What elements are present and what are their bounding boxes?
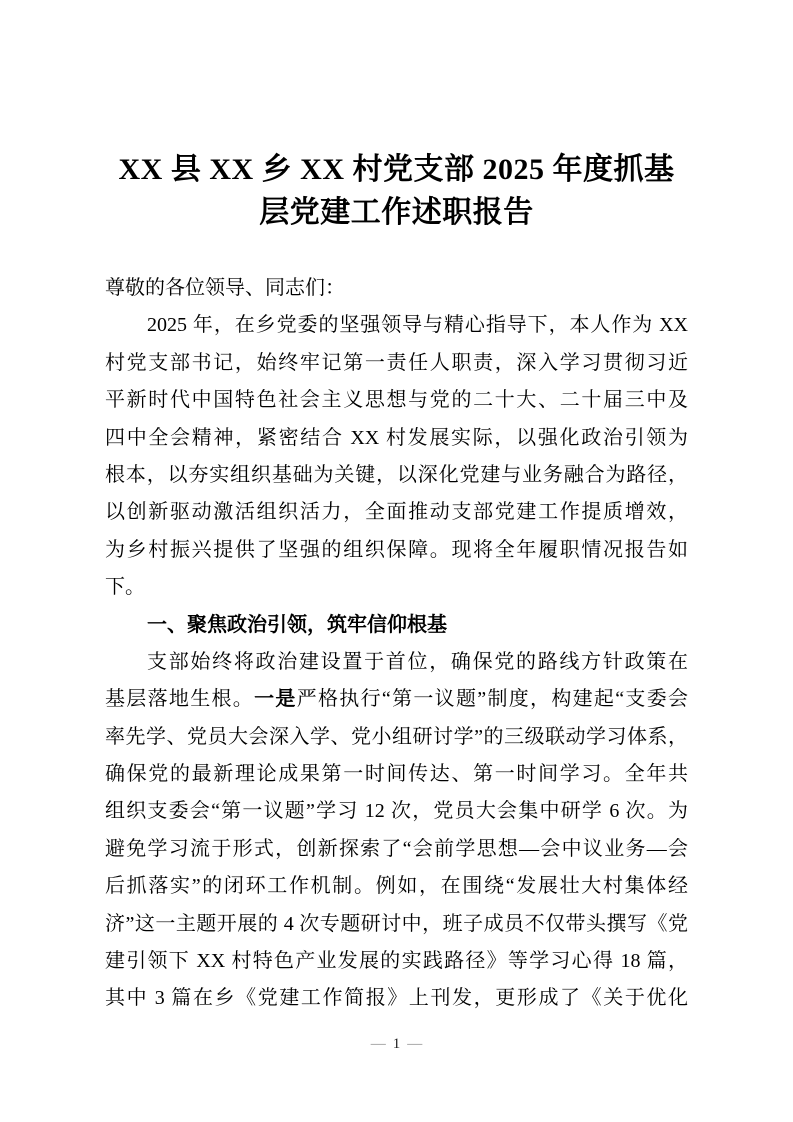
bold-text-segment: 一、聚焦政治引领，筑牢信仰根基	[147, 613, 447, 636]
body-line	[105, 345, 688, 382]
text-segment: 确保党的最新理论成果第一时间传达、第一时间学习。全年共	[105, 763, 688, 786]
text-segment: 四中全会精神，紧密结合 XX 村发展实际，以强化政治引领为	[105, 426, 688, 449]
body-line	[105, 980, 688, 1017]
bold-text-segment: 一是	[254, 688, 297, 711]
text-segment: 平新时代中国特色社会主义思想与党的二十大、二十届三中及	[105, 389, 688, 412]
body-line	[105, 382, 688, 419]
text-segment: 后抓落实”的闭环工作机制。例如，在围绕“发展壮大村集体经	[105, 875, 688, 898]
body-line	[105, 532, 688, 569]
body-line	[105, 943, 688, 980]
body-line	[105, 906, 688, 943]
text-segment: 组织支委会“第一议题”学习 12 次，党员大会集中研学 6 次。为	[105, 800, 688, 823]
body-line	[105, 681, 688, 718]
body-line	[105, 831, 688, 868]
body-line	[105, 569, 688, 606]
title-line-2: 层党建工作述职报告	[259, 196, 534, 229]
text-segment: 支部始终将政治建设置于首位，确保党的路线方针政策在	[147, 650, 688, 673]
body-line	[105, 494, 688, 531]
text-segment: 济”这一主题开展的 4 次专题研讨中，班子成员不仅带头撰写《党	[105, 912, 688, 935]
body-line	[105, 307, 688, 344]
page-footer	[0, 1034, 793, 1054]
footer-dash-right: —	[407, 1036, 423, 1052]
text-segment: 率先学、党员大会深入学、党小组研讨学”的三级联动学习体系，	[105, 725, 688, 748]
body-line	[105, 457, 688, 494]
text-segment: 2025 年，在乡党委的坚强领导与精心指导下，本人作为 XX	[147, 314, 688, 337]
text-segment: 尊敬的各位领导、同志们：	[105, 277, 345, 299]
salutation-line	[105, 270, 688, 307]
section-heading	[105, 607, 688, 644]
text-segment: 根本，以夯实组织基础为关键，以深化党建与业务融合为路径，	[105, 463, 688, 486]
text-segment: 以创新驱动激活组织活力，全面推动支部党建工作提质增效，	[105, 501, 688, 524]
body-line	[105, 793, 688, 830]
document-body	[105, 270, 688, 1018]
text-segment: 避免学习流于形式，创新探索了“会前学思想—会中议业务—会	[105, 837, 688, 860]
text-segment: 建引领下 XX 村特色产业发展的实践路径》等学习心得 18 篇，	[105, 950, 688, 973]
title-line-1: XX 县 XX 乡 XX 村党支部 2025 年度抓基	[118, 153, 675, 186]
page-number: 1	[392, 1036, 401, 1052]
text-segment: 下。	[105, 576, 145, 599]
text-segment: 严格执行“第一议题”制度，构建起“支委会	[296, 688, 689, 711]
text-segment: 村党支部书记，始终牢记第一责任人职责，深入学习贯彻习近	[105, 351, 688, 374]
text-segment: 为乡村振兴提供了坚强的组织保障。现将全年履职情况报告如	[105, 538, 688, 561]
text-segment: 其中 3 篇在乡《党建工作简报》上刊发，更形成了《关于优化	[105, 987, 688, 1010]
body-line	[105, 719, 688, 756]
body-line	[105, 868, 688, 905]
document-title	[105, 148, 688, 234]
body-line	[105, 420, 688, 457]
body-line	[105, 644, 688, 681]
body-line	[105, 756, 688, 793]
footer-dash-left: —	[370, 1036, 386, 1052]
text-segment: 基层落地生根。	[105, 688, 255, 711]
